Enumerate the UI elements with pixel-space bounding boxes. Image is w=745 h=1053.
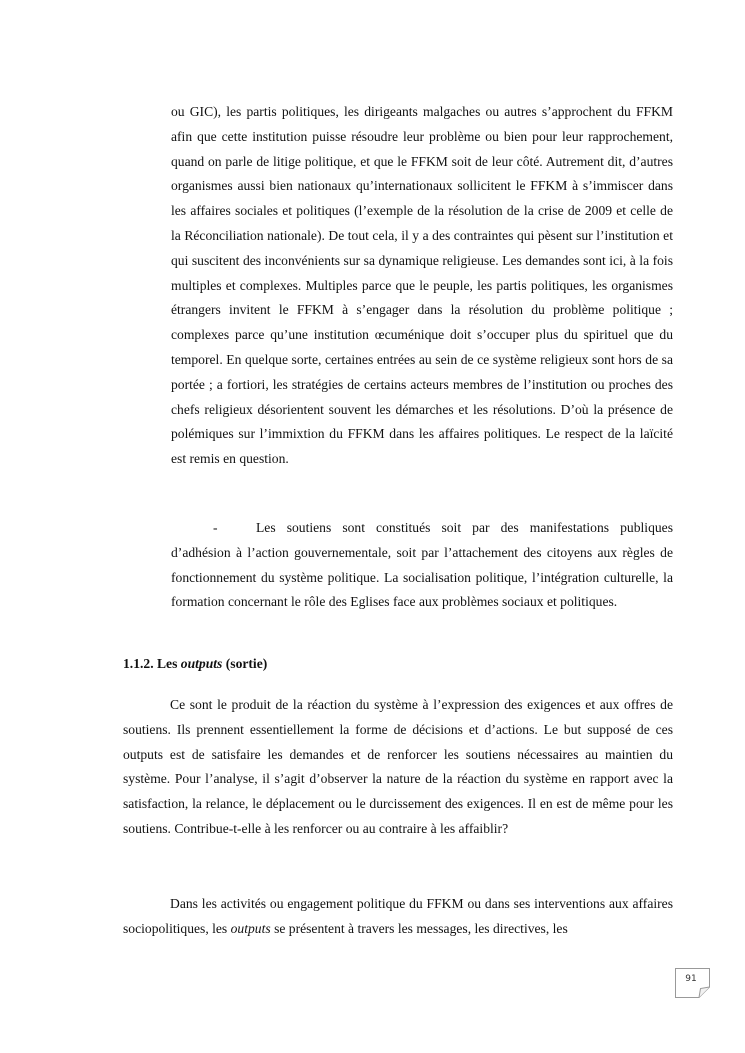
bullet-text: Les soutiens sont constitués soit par des manifestations publiques d’adhésion à l’action gouvernementale, soit par l’attachement des citoyens aux règles de fonctionnement du système politique. La socialisation politique, l’intégration culturelle, la formation concernant le rôle des Eglises face aux problèmes sociaux et politiques. xyxy=(171,520,673,610)
paragraph-outputs-definition: Ce sont le produit de la réaction du système à l’expression des exigences et aux offres de soutiens. Ils prennent essentiellement la forme de décisions et d’actions. Le but supposé de ces outputs est de satisfaire les demandes et de renforcer les soutiens nécessaires au maintien du système. Pour l’analyse, il s’agit d’observer la nature de la réaction du système en rapport avec la satisfaction, la relance, le déplacement ou le durcissement des exigences. Il en est de même pour les soutiens. Contribue-t-elle à les renforcer ou au contraire à les affaiblir? xyxy=(123,697,673,836)
bullet-marker: - xyxy=(213,520,218,535)
paragraph-outputs-ffkm: Dans les activités ou engagement politique du FFKM ou dans ses interventions aux affaires sociopolitiques, les outputs se présentent à travers les messages, les directives, les xyxy=(123,896,673,936)
bullet-item-soutiens xyxy=(171,516,673,615)
section-heading-term: outputs xyxy=(180,656,223,671)
page-number-box xyxy=(675,968,711,998)
section-heading: 1.1.2. Les outputs (sortie) xyxy=(123,656,268,671)
page-number: 91 xyxy=(685,974,697,984)
paragraph-continuation: ou GIC), les partis politiques, les dirigeants malgaches ou autres s’approchent du FFKM afin que cette institution puisse résoudre leur problème ou bien pour leur rapprochement, quand on parle de litige politique, et que le FFKM soit de leur côté. Autrement dit, d’autres organismes aussi bien nationaux qu’internationaux sollicitent le FFKM à s’immiscer dans les affaires sociales et politiques (l’exemple de la résolution de la crise de 2009 et celle de la Réconciliation nationale). De tout cela, il y a des contraintes qui pèsent sur l’institution et qui suscitent des inconvénients sur sa dynamique religieuse. Les demandes sont ici, à la fois multiples et complexes. Multiples parce que le peuple, les partis politiques, les organismes étrangers invitent le FFKM à s’engager dans la résolution du problème politique ; complexes parce qu’une institution œcuménique doit s’occuper plus du spirituel que du temporel. En quelque sorte, certaines entrées au sein de ce système religieux sont hors de sa portée ; a fortiori, les stratégies de certains acteurs membres de l’institution ou proches des chefs religieux désorientent souvent les démarches et les résolutions. D’où la présence de polémiques sur l’immixtion du FFKM dans les affaires politiques. Le respect de la laïcité est remis en question. xyxy=(171,104,673,467)
outputs-term: outputs xyxy=(230,920,271,936)
